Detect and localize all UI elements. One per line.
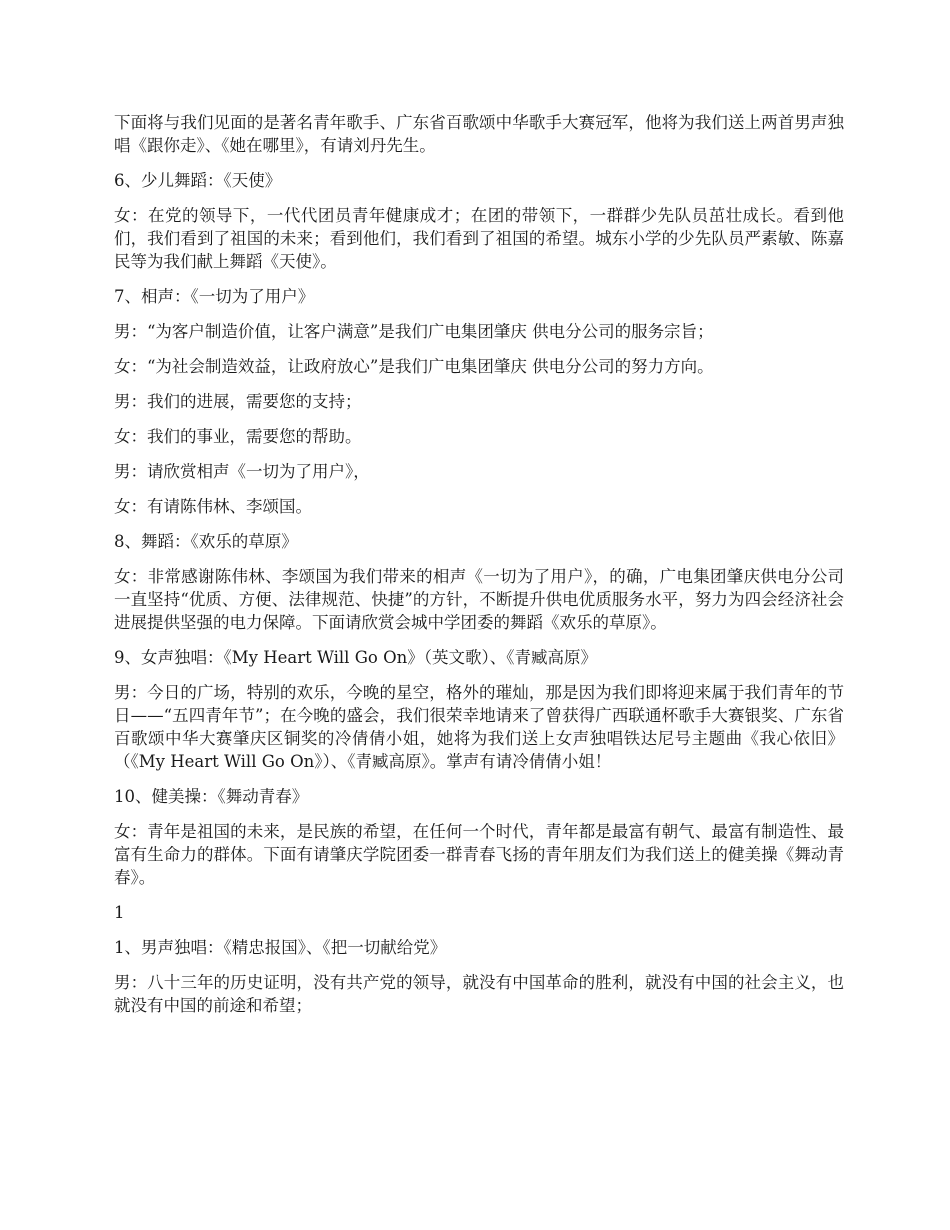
dialogue-line: 女：我们的事业，需要您的帮助。: [114, 427, 362, 446]
dialogue-line: 男：我们的进展，需要您的支持；: [114, 392, 362, 411]
dialogue-line: 男：请欣赏相声《一切为了用户》，: [114, 462, 370, 481]
paragraph: 女：青年是祖国的未来，是民族的希望，在任何一个时代，青年都是最富有朝气、最富有制造性、最富有生命力的群体。下面有请肇庆学院团委一群青春飞扬的青年朋友们为我们送上的健美操《舞动青春》。: [114, 822, 844, 887]
paragraph: 女：在党的领导下，一代代团员青年健康成才；在团的带领下，一群群少先队员茁壮成长。看到他们，我们看到了祖国的未来；看到他们，我们看到了祖国的希望。城东小学的少先队员严素敏、陈嘉民等为我们献上舞蹈《天使》。: [114, 206, 844, 271]
dialogue-line: 女：有请陈伟林、李颂国。: [114, 497, 312, 516]
program-heading: 9、女声独唱：《My Heart Will Go On》（英文歌）、《青臧高原》: [114, 648, 597, 667]
dialogue-line: 男：“为客户制造价值，让客户满意”是我们广电集团肇庆 供电分公司的服务宗旨；: [114, 322, 714, 341]
document-page: [114, 111, 844, 1029]
page-number: 1: [114, 903, 125, 922]
paragraph: 男：今日的广场，特别的欢乐，今晚的星空，格外的璀灿，那是因为我们即将迎来属于我们青年的节日——“五四青年节”；在今晚的盛会，我们很荣幸地请来了曾获得广西联通杯歌手大赛银奖、广东省百歌颂中华大赛肇庆区铜奖的冷倩倩小姐，她将为我们送上女声独唱铁达尼号主题曲《我心依旧》（《My Heart Will Go On》）、《青臧高原》。掌声有请冷倩倩小姐！: [114, 683, 844, 771]
program-heading: 8、舞蹈：《欢乐的草原》: [114, 532, 298, 551]
program-heading: 1、男声独唱：《精忠报国》、《把一切献给党》: [114, 938, 447, 957]
paragraph: 男：八十三年的历史证明，没有共产党的领导，就没有中国革命的胜利，就没有中国的社会主义，也就没有中国的前途和希望；: [114, 973, 844, 1015]
program-heading: 10、健美操：《舞动青春》: [114, 787, 309, 806]
dialogue-line: 女：“为社会制造效益，让政府放心”是我们广电集团肇庆 供电分公司的努力方向。: [114, 357, 714, 376]
paragraph: 女：非常感谢陈伟林、李颂国为我们带来的相声《一切为了用户》，的确，广电集团肇庆供电分公司一直坚持“优质、方便、法律规范、快捷”的方针，不断提升供电优质服务水平，努力为四会经济社会进展提供坚强的电力保障。下面请欣赏会城中学团委的舞蹈《欢乐的草原》。: [114, 567, 844, 632]
paragraph: 下面将与我们见面的是著名青年歌手、广东省百歌颂中华歌手大赛冠军，他将为我们送上两首男声独唱《跟你走》、《她在哪里》，有请刘丹先生。: [114, 113, 844, 155]
program-heading: 6、少儿舞蹈：《天使》: [114, 171, 282, 190]
program-heading: 7、相声：《一切为了用户》: [114, 287, 315, 306]
